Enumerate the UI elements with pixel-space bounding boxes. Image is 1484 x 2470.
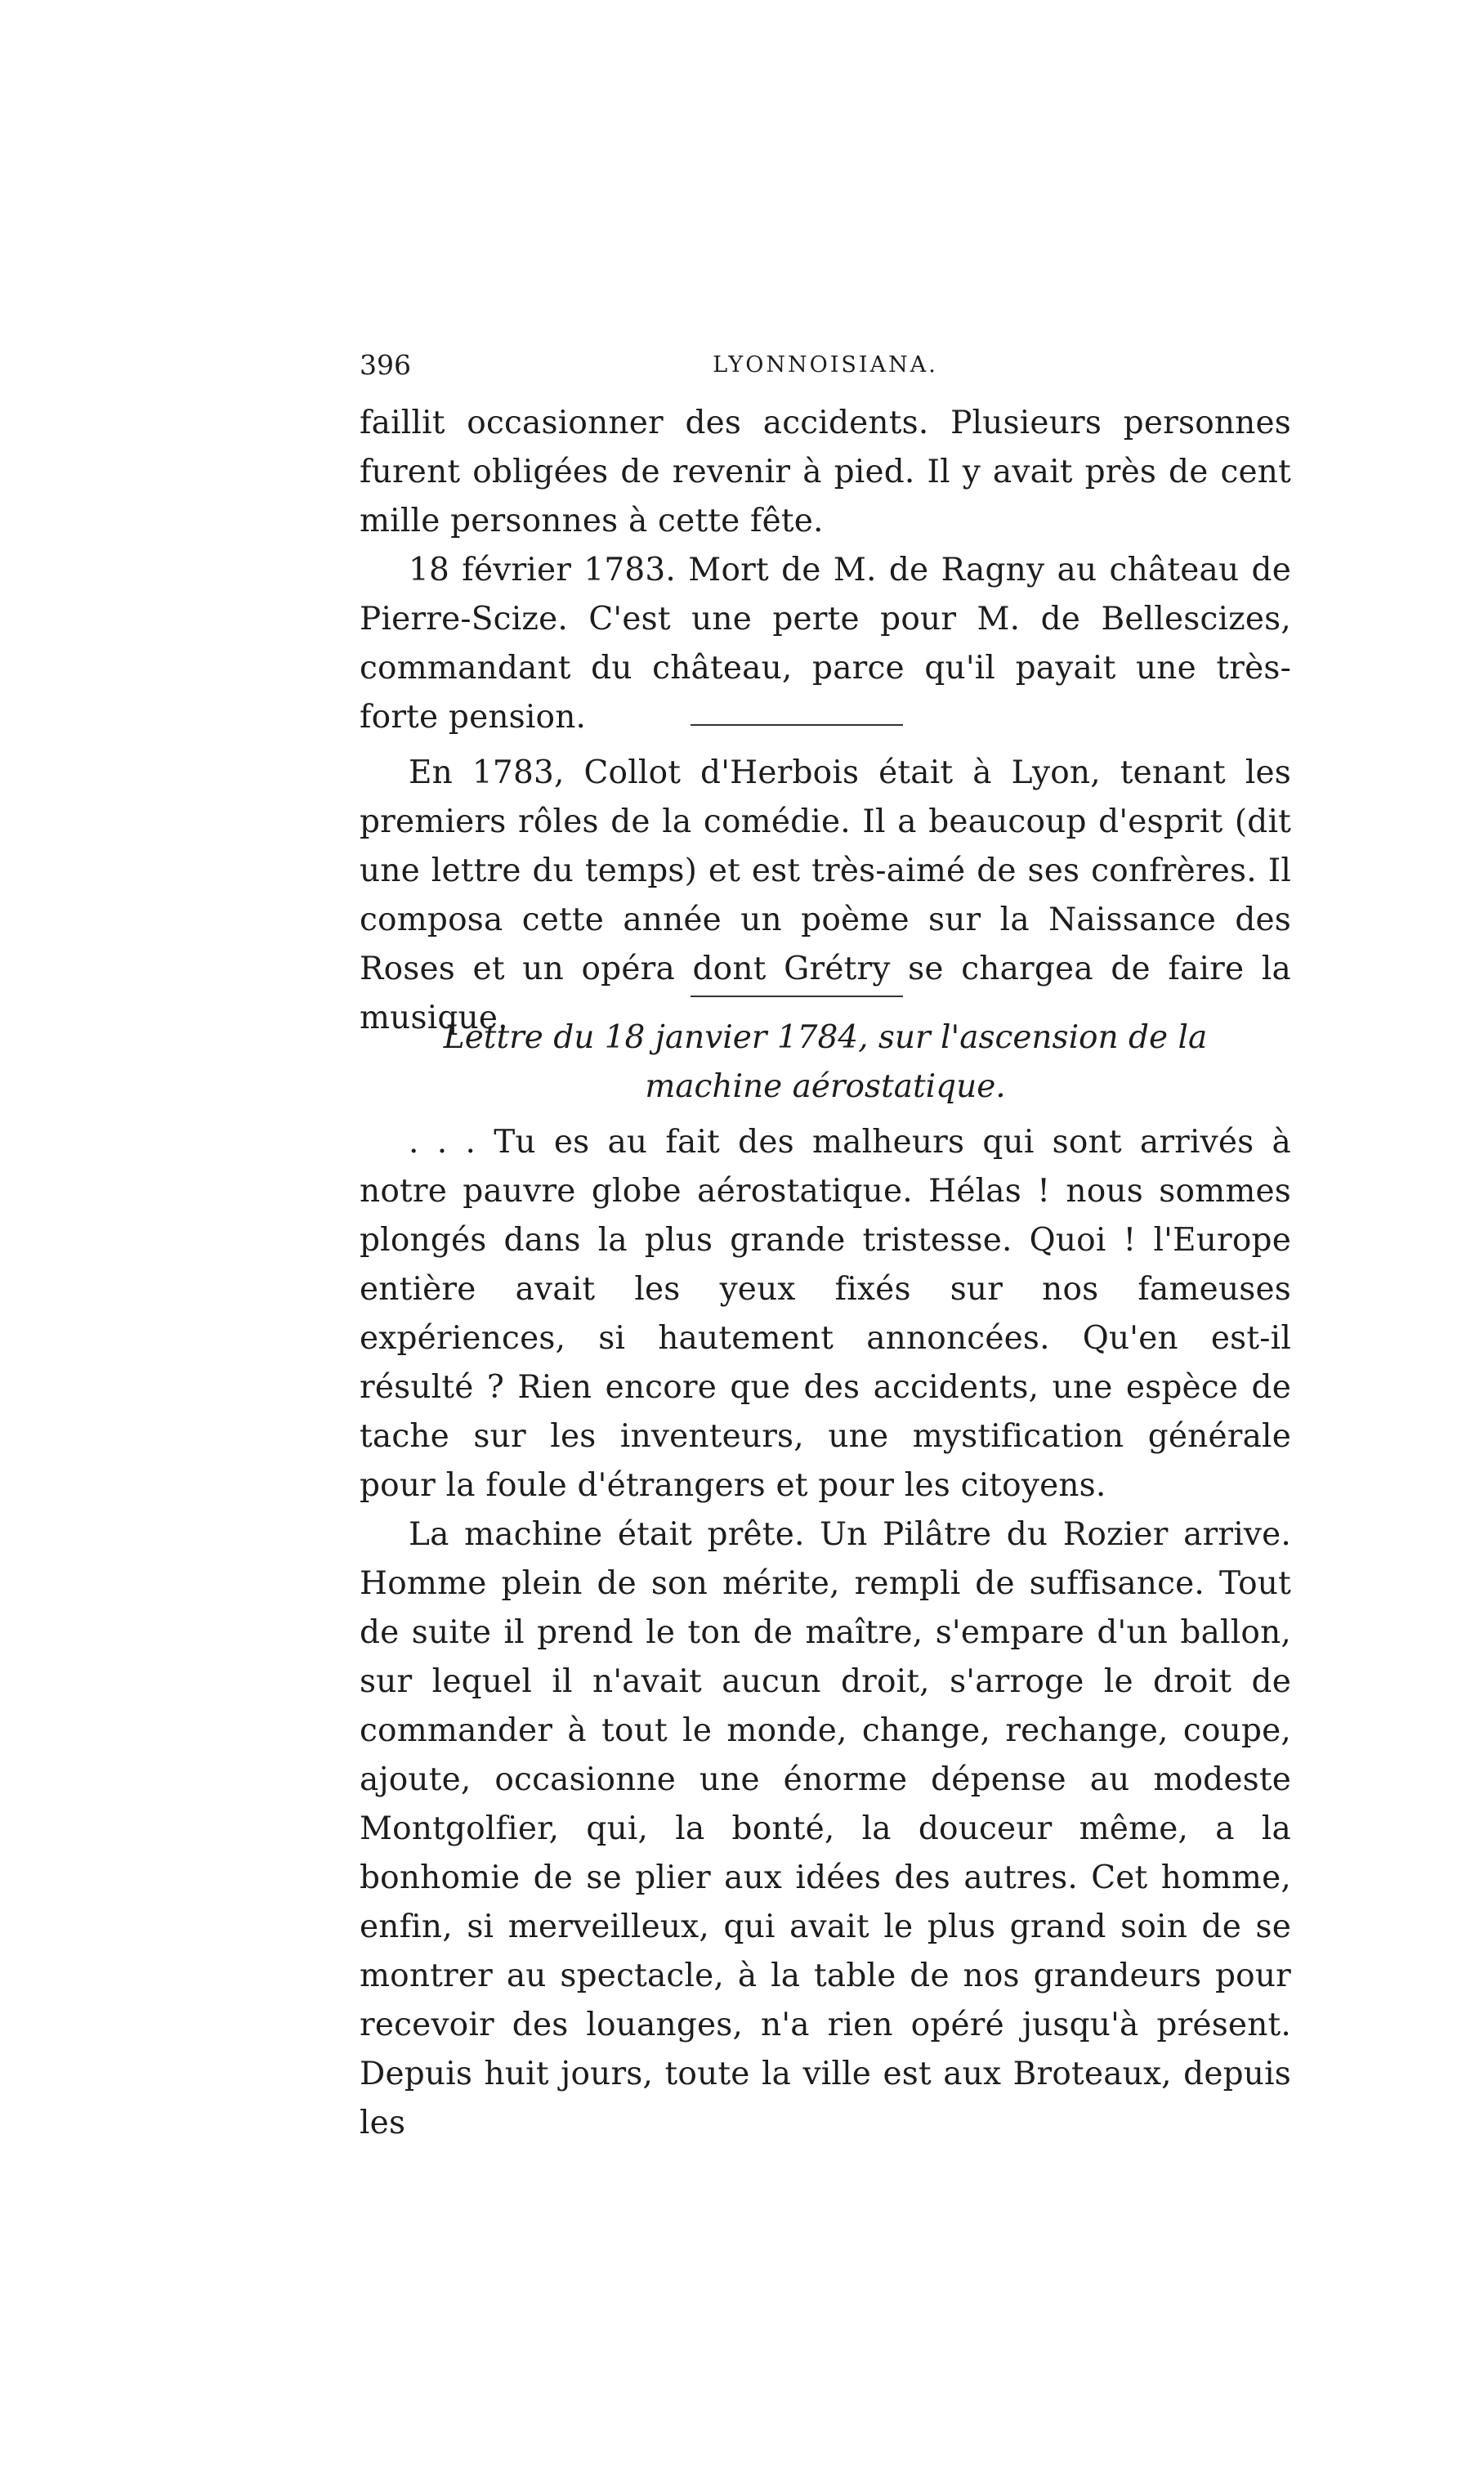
text-block-collot bbox=[360, 749, 1291, 1043]
running-title: LYONNOISIANA. bbox=[713, 352, 938, 378]
text-block-letter bbox=[360, 1118, 1291, 2148]
paragraph-collot: En 1783, Collot d'Herbois était à Lyon, tenant les premiers rôles de la comédie. Il a beaucoup d'esprit (dit une lettre du temps) et est très-aimé de ses confrères. Il composa cette année un poème sur la Naissance des Roses et un opéra dont Grétry se chargea de faire la musique. bbox=[360, 754, 1291, 1036]
separator-rule-2 bbox=[691, 996, 903, 997]
page-header bbox=[360, 345, 1291, 386]
paragraph-letter-2: La machine était prête. Un Pilâtre du Rozier arrive. Homme plein de son mérite, rempli de suffisance. Tout de suite il prend le ton de maître, s'empare d'un ballon, sur lequel il n'avait aucun droit, s'arroge le droit de commander à tout le monde, change, rechange, coupe, ajoute, occasionne une énorme dépense au modeste Montgolfier, qui, la bonté, la douceur même, a la bonhomie de se plier aux idées des autres. Cet homme, enfin, si merveilleux, qui avait le plus grand soin de se montrer au spectacle, à la table de nos grandeurs pour recevoir des louanges, n'a rien opéré jusqu'à présent. Depuis huit jours, toute la ville est aux Broteaux, depuis les bbox=[360, 1516, 1291, 2141]
text-block-top bbox=[360, 399, 1291, 742]
paragraph-letter-1: . . . Tu es au fait des malheurs qui sont arrivés à notre pauvre globe aérostatique. Hélas ! nous sommes plongés dans la plus grande tristesse. Quoi ! l'Europe entière avait les yeux fixés sur nos fameuses expériences, si hautement annoncées. Qu'en est-il résulté ? Rien encore que des accidents, une espèce de tache sur les inventeurs, une mystification générale pour la foule d'étrangers et pour les citoyens. bbox=[360, 1124, 1291, 1504]
letter-title: Lettre du 18 janvier 1784, sur l'ascension de la machine aérostatique. bbox=[443, 1019, 1208, 1105]
paragraph-ragny: 18 février 1783. Mort de M. de Ragny au château de Pierre-Scize. C'est une perte pour M. de Bellescizes, commandant du château, parce qu'il payait une très-forte pension. bbox=[360, 552, 1291, 736]
page-number: 396 bbox=[360, 349, 411, 381]
paragraph-continuation: faillit occasionner des accidents. Plusieurs personnes furent obligées de revenir à pied. Il y avait près de cent mille personnes à cette fête. bbox=[360, 405, 1291, 539]
separator-rule-1 bbox=[691, 724, 903, 726]
